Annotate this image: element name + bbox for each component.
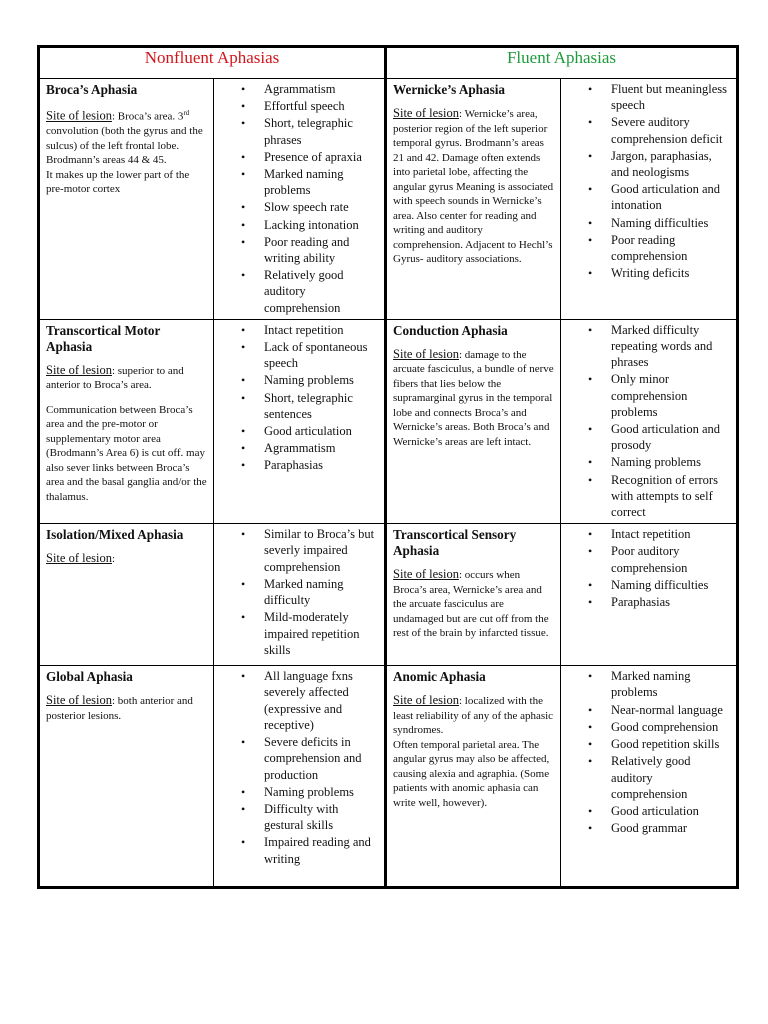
feature-list	[561, 668, 732, 836]
feature-item: • Intact repetition	[264, 322, 380, 338]
feature-item: • Paraphasias	[611, 594, 732, 610]
feature-item: • Naming problems	[264, 784, 380, 800]
feature-item: • Mild-moderately impaired repetition skills	[264, 609, 380, 658]
lesion-site	[393, 347, 555, 450]
header-row	[39, 47, 738, 79]
lesion-text: : both anterior and posterior lesions.	[46, 695, 193, 722]
header-fluent: Fluent Aphasias	[386, 47, 738, 79]
feature-item: • Recognition of errors with attempts to self correct	[611, 472, 732, 521]
feature-item: • Relatively good auditory comprehension	[611, 753, 732, 802]
lesion-site	[393, 106, 555, 267]
feature-item: • Paraphasias	[264, 457, 380, 473]
features-cell	[214, 666, 386, 888]
feature-item: • Naming problems	[611, 454, 732, 470]
feature-item: • Lack of spontaneous speech	[264, 339, 380, 371]
aphasia-table	[37, 45, 739, 889]
feature-list	[561, 526, 732, 610]
features-cell	[561, 666, 738, 888]
features-cell	[561, 319, 738, 523]
superscript: rd	[183, 109, 190, 117]
feature-item: • Presence of apraxia	[264, 149, 380, 165]
feature-item: • Difficulty with gestural skills	[264, 801, 380, 833]
table-row	[39, 666, 738, 888]
lesion-text: : superior to and anterior to Broca’s area.	[46, 364, 184, 392]
feature-item: • Naming problems	[264, 372, 380, 388]
lesion-text: :	[111, 553, 116, 566]
feature-item: • Marked difficulty repeating words and phrases	[611, 322, 732, 371]
feature-item: • Effortful speech	[264, 98, 380, 114]
site-label: Site of lesion	[46, 362, 112, 377]
aphasia-cell	[386, 79, 561, 320]
feature-list	[214, 322, 380, 474]
feature-item: • Marked naming problems	[611, 668, 732, 700]
feature-item: • Good repetition skills	[611, 736, 732, 752]
aphasia-name: Anomic Aphasia	[393, 669, 486, 685]
lesion-site	[46, 693, 208, 723]
feature-item: • Fluent but meaningless speech	[611, 81, 732, 113]
feature-item: • Short, telegraphic sentences	[264, 390, 380, 422]
aphasia-name: Global Aphasia	[46, 669, 133, 685]
feature-item: • Good articulation	[611, 803, 732, 819]
feature-item: • Good articulation and prosody	[611, 421, 732, 453]
lesion-note: Communication between Broca’s area and the pre-motor or supplementary motor area (Brodmann’s Area 6) is cut off. may also sever links between Broca’s area and the basal ganglia and/or the thalamus.	[46, 403, 207, 503]
aphasia-name: Conduction Aphasia	[393, 322, 508, 338]
site-label: Site of lesion	[393, 106, 459, 120]
feature-list	[214, 526, 380, 658]
table-row	[39, 524, 738, 666]
features-cell	[214, 79, 386, 320]
aphasia-cell	[39, 666, 214, 888]
feature-item: • Relatively good auditory comprehension	[264, 267, 380, 316]
lesion-site	[46, 551, 208, 567]
feature-item: • Good articulation and intonation	[611, 181, 732, 213]
site-label: Site of lesion	[393, 567, 459, 582]
feature-list	[214, 668, 380, 866]
feature-item: • Naming difficulties	[611, 577, 732, 593]
feature-item: • Impaired reading and writing	[264, 834, 380, 866]
aphasia-name: Transcortical Sensory Aphasia	[393, 527, 517, 559]
aphasia-cell	[386, 319, 561, 523]
feature-item: • Intact repetition	[611, 526, 732, 542]
table-row	[39, 319, 738, 523]
feature-list	[214, 81, 380, 316]
site-label: Site of lesion	[393, 693, 459, 708]
lesion-site	[393, 567, 555, 641]
features-cell	[561, 524, 738, 666]
lesion-note: Brodmann’s areas 44 & 45. It makes up the lower part of the pre-motor cortex	[46, 154, 190, 196]
aphasia-name: Wernicke’s Aphasia	[393, 82, 505, 97]
aphasia-cell	[39, 79, 214, 320]
feature-item: • Poor auditory comprehension	[611, 543, 732, 575]
feature-item: • Severe deficits in comprehension and production	[264, 734, 380, 783]
features-cell	[561, 79, 738, 320]
feature-item: • Good grammar	[611, 820, 732, 836]
aphasia-cell	[39, 319, 214, 523]
feature-item: • Writing deficits	[611, 265, 732, 281]
aphasia-name: Isolation/Mixed Aphasia	[46, 527, 184, 543]
feature-item: • Good comprehension	[611, 719, 732, 735]
lesion-text: : Broca’s area. 3	[111, 110, 184, 123]
aphasia-cell	[386, 524, 561, 666]
feature-item: • Lacking intonation	[264, 217, 380, 233]
site-label: Site of lesion	[393, 346, 459, 361]
feature-item: • All language fxns severely affected (expressive and receptive)	[264, 668, 380, 733]
header-nonfluent: Nonfluent Aphasias	[39, 47, 386, 79]
aphasia-name: Transcortical Motor Aphasia	[46, 322, 161, 354]
lesion-site	[46, 363, 208, 393]
lesion-note: Often temporal parietal area. The angular gyrus may also be affected, causing alexia and agraphia. (Some patients with anomic aphasia can write well, however).	[393, 738, 550, 809]
feature-item: • Short, telegraphic phrases	[264, 115, 380, 147]
site-label: Site of lesion	[46, 551, 112, 566]
feature-item: • Marked naming problems	[264, 166, 380, 198]
feature-item: • Severe auditory comprehension deficit	[611, 114, 732, 146]
feature-item: • Only minor comprehension problems	[611, 371, 732, 420]
feature-item: • Marked naming difficulty	[264, 576, 380, 608]
feature-item: • Agrammatism	[264, 81, 380, 97]
feature-item: • Good articulation	[264, 423, 380, 439]
lesion-site	[393, 693, 555, 738]
features-cell	[214, 319, 386, 523]
lesion-text: : occurs when Broca’s area, Wernicke’s area and the arcuate fasciculus are undamaged but are cut off from the rest of the brain by infarcted tissue.	[393, 569, 549, 640]
feature-item: • Agrammatism	[264, 440, 380, 456]
feature-item: • Near-normal language	[611, 702, 732, 718]
lesion-text: : localized with the least reliability of any of the aphasic syndromes.	[393, 695, 554, 737]
aphasia-cell	[386, 666, 561, 888]
features-cell	[214, 524, 386, 666]
site-label: Site of lesion	[46, 108, 112, 123]
lesion-text: convolution (both the gyrus and the sulcus) of the left frontal lobe.	[46, 125, 203, 152]
lesion-text: : Wernicke’s area, posterior region of the left superior temporal gyrus. Brodmann’s areas 21 and 42. Damage often extends into parietal lobe, affecting the angular gyrus Meaning is associated with speech sounds in Wernicke’s area. Also center for reading and writing and auditory comprehension. Adjacent to Hechl’s Gyrus- auditory associations.	[393, 108, 554, 265]
feature-item: • Naming difficulties	[611, 215, 732, 231]
aphasia-cell	[39, 524, 214, 666]
site-label: Site of lesion	[46, 693, 112, 708]
feature-item: • Slow speech rate	[264, 199, 380, 215]
lesion-text: : damage to the arcuate fasciculus, a bundle of nerve fibers that lies below the supramarginal gyrus in the temporal lobe and connects Broca’s and Wernicke’s areas. Both Broca’s and Wernicke’s areas are left intact.	[393, 348, 554, 448]
feature-item: • Poor reading and writing ability	[264, 234, 380, 266]
table-row	[39, 79, 738, 320]
feature-item: • Poor reading comprehension	[611, 232, 732, 264]
feature-item: • Jargon, paraphasias, and neologisms	[611, 148, 732, 180]
aphasia-name: Broca’s Aphasia	[46, 82, 138, 97]
feature-item: • Similar to Broca’s but severly impaired comprehension	[264, 526, 380, 575]
lesion-site	[46, 106, 208, 153]
feature-list	[561, 322, 732, 520]
feature-list	[561, 81, 732, 281]
